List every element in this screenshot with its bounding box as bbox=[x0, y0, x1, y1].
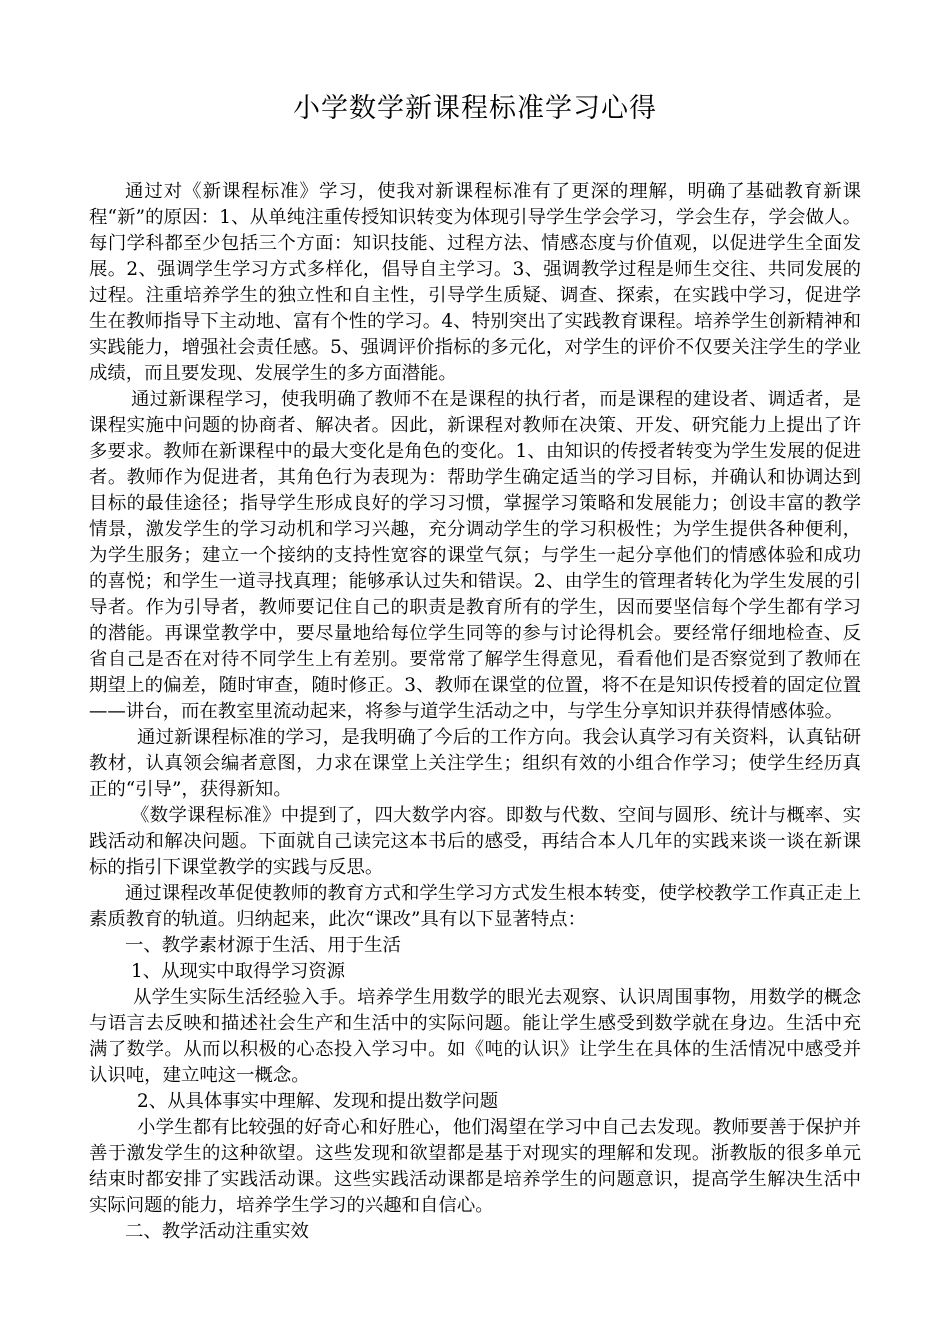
paragraph: 从学生实际生活经验入手。培养学生用数学的眼光去观察、认识周围事物，用数学的概念与语言去反映和描述社会生产和生活中的实际问题。能让学生感受到数学就在身边。生活中充满了数学。从而以积极的心态投入学习中。如《吨的认识》让学生在具体的生活情况中感受并认识吨，建立吨这一概念。 bbox=[89, 987, 861, 1086]
paragraph: 通过对《新课程标准》学习，使我对新课程标准有了更深的理解，明确了基础教育新课程“新”的原因：1、从单纯注重传授知识转变为体现引导学生学会学习，学会生存，学会做人。每门学科都至少包括三个方面：知识技能、过程方法、情感态度与价值观，以促进学生全面发展。2、强调学生学习方式多样化，倡导自主学习。3、强调教学过程是师生交往、共同发展的过程。注重培养学生的独立性和自主性，引导学生质疑、调查、探索，在实践中学习，促进学生在教师指导下主动地、富有个性的学习。4、特别突出了实践教育课程。培养学生创新精神和实践能力，增强社会责任感。5、强调评价指标的多元化，对学生的评价不仅要关注学生的学业成绩，而且要发现、发展学生的多方面潜能。 bbox=[89, 181, 861, 384]
paragraph: 通过课程改革促使教师的教育方式和学生学习方式发生根本转变，使学校教学工作真正走上素质教育的轨道。归纳起来，此次“课改”具有以下显著特点： bbox=[89, 883, 861, 930]
document-title: 小学数学新课程标准学习心得 bbox=[293, 93, 657, 124]
paragraph: 通过新课程标准的学习，是我明确了今后的工作方向。我会认真学习有关资料，认真钻研教材，认真领会编者意图，力求在课堂上关注学生；组织有效的小组合作学习；使学生经历真正的“引导”，获得新知。 bbox=[89, 727, 861, 800]
paragraph: 通过新课程学习，使我明确了教师不在是课程的执行者，而是课程的建设者、调适者，是课程实施中问题的协商者、解决者。因此，新课程对教师在决策、开发、研究能力上提出了许多要求。教师在新课程中的最大变化是角色的变化。1、由知识的传授者转变为学生发展的促进者。教师作为促进者，其角色行为表现为：帮助学生确定适当的学习目标，并确认和协调达到目标的最佳途径；指导学生形成良好的学习习惯，掌握学习策略和发展能力；创设丰富的教学情景，激发学生的学习动机和学习兴趣，充分调动学生的学习积极性；为学生提供各种便利，为学生服务；建立一个接纳的支持性宽容的课堂气氛；与学生一起分享他们的情感体验和成功的喜悦；和学生一道寻找真理；能够承认过失和错误。2、由学生的管理者转化为学生发展的引导者。作为引导者，教师要记住自己的职责是教育所有的学生，因而要坚信每个学生都有学习的潜能。再课堂教学中，要尽量地给每位学生同等的参与讨论得机会。要经常仔细地检查、反省自己是否在对待不同学生上有差别。要常常了解学生得意见，看看他们是否察觉到了教师在期望上的偏差，随时审查，随时修正。3、教师在课堂的位置，将不在是知识传授着的固定位置——讲台，而在教室里流动起来，将参与道学生活动之中，与学生分享知识并获得情感体验。 bbox=[89, 389, 861, 722]
subsection-heading: 1、从现实中取得学习资源 bbox=[131, 961, 345, 982]
paragraph: 《数学课程标准》中提到了，四大数学内容。即数与代数、空间与圆形、统计与概率、实践活动和解决问题。下面就自己读完这本书后的感受，再结合本人几年的实践来谈一谈在新课标的指引下课堂教学的实践与反思。 bbox=[89, 805, 861, 878]
subsection-heading: 2、从具体事实中理解、发现和提出数学问题 bbox=[137, 1091, 499, 1112]
section-heading: 二、教学活动注重实效 bbox=[125, 1221, 309, 1242]
document-body bbox=[89, 179, 861, 1245]
paragraph: 小学生都有比较强的好奇心和好胜心，他们渴望在学习中自己去发现。教师要善于保护并善于激发学生的这种欲望。这些发现和欲望都是基于对现实的理解和发现。浙教版的很多单元结束时都安排了实践活动课。这些实践活动课都是培养学生的问题意识，提高学生解决生活中实际问题的能力，培养学生学习的兴趣和自信心。 bbox=[89, 1117, 861, 1216]
section-heading: 一、教学素材源于生活、用于生活 bbox=[125, 935, 401, 956]
